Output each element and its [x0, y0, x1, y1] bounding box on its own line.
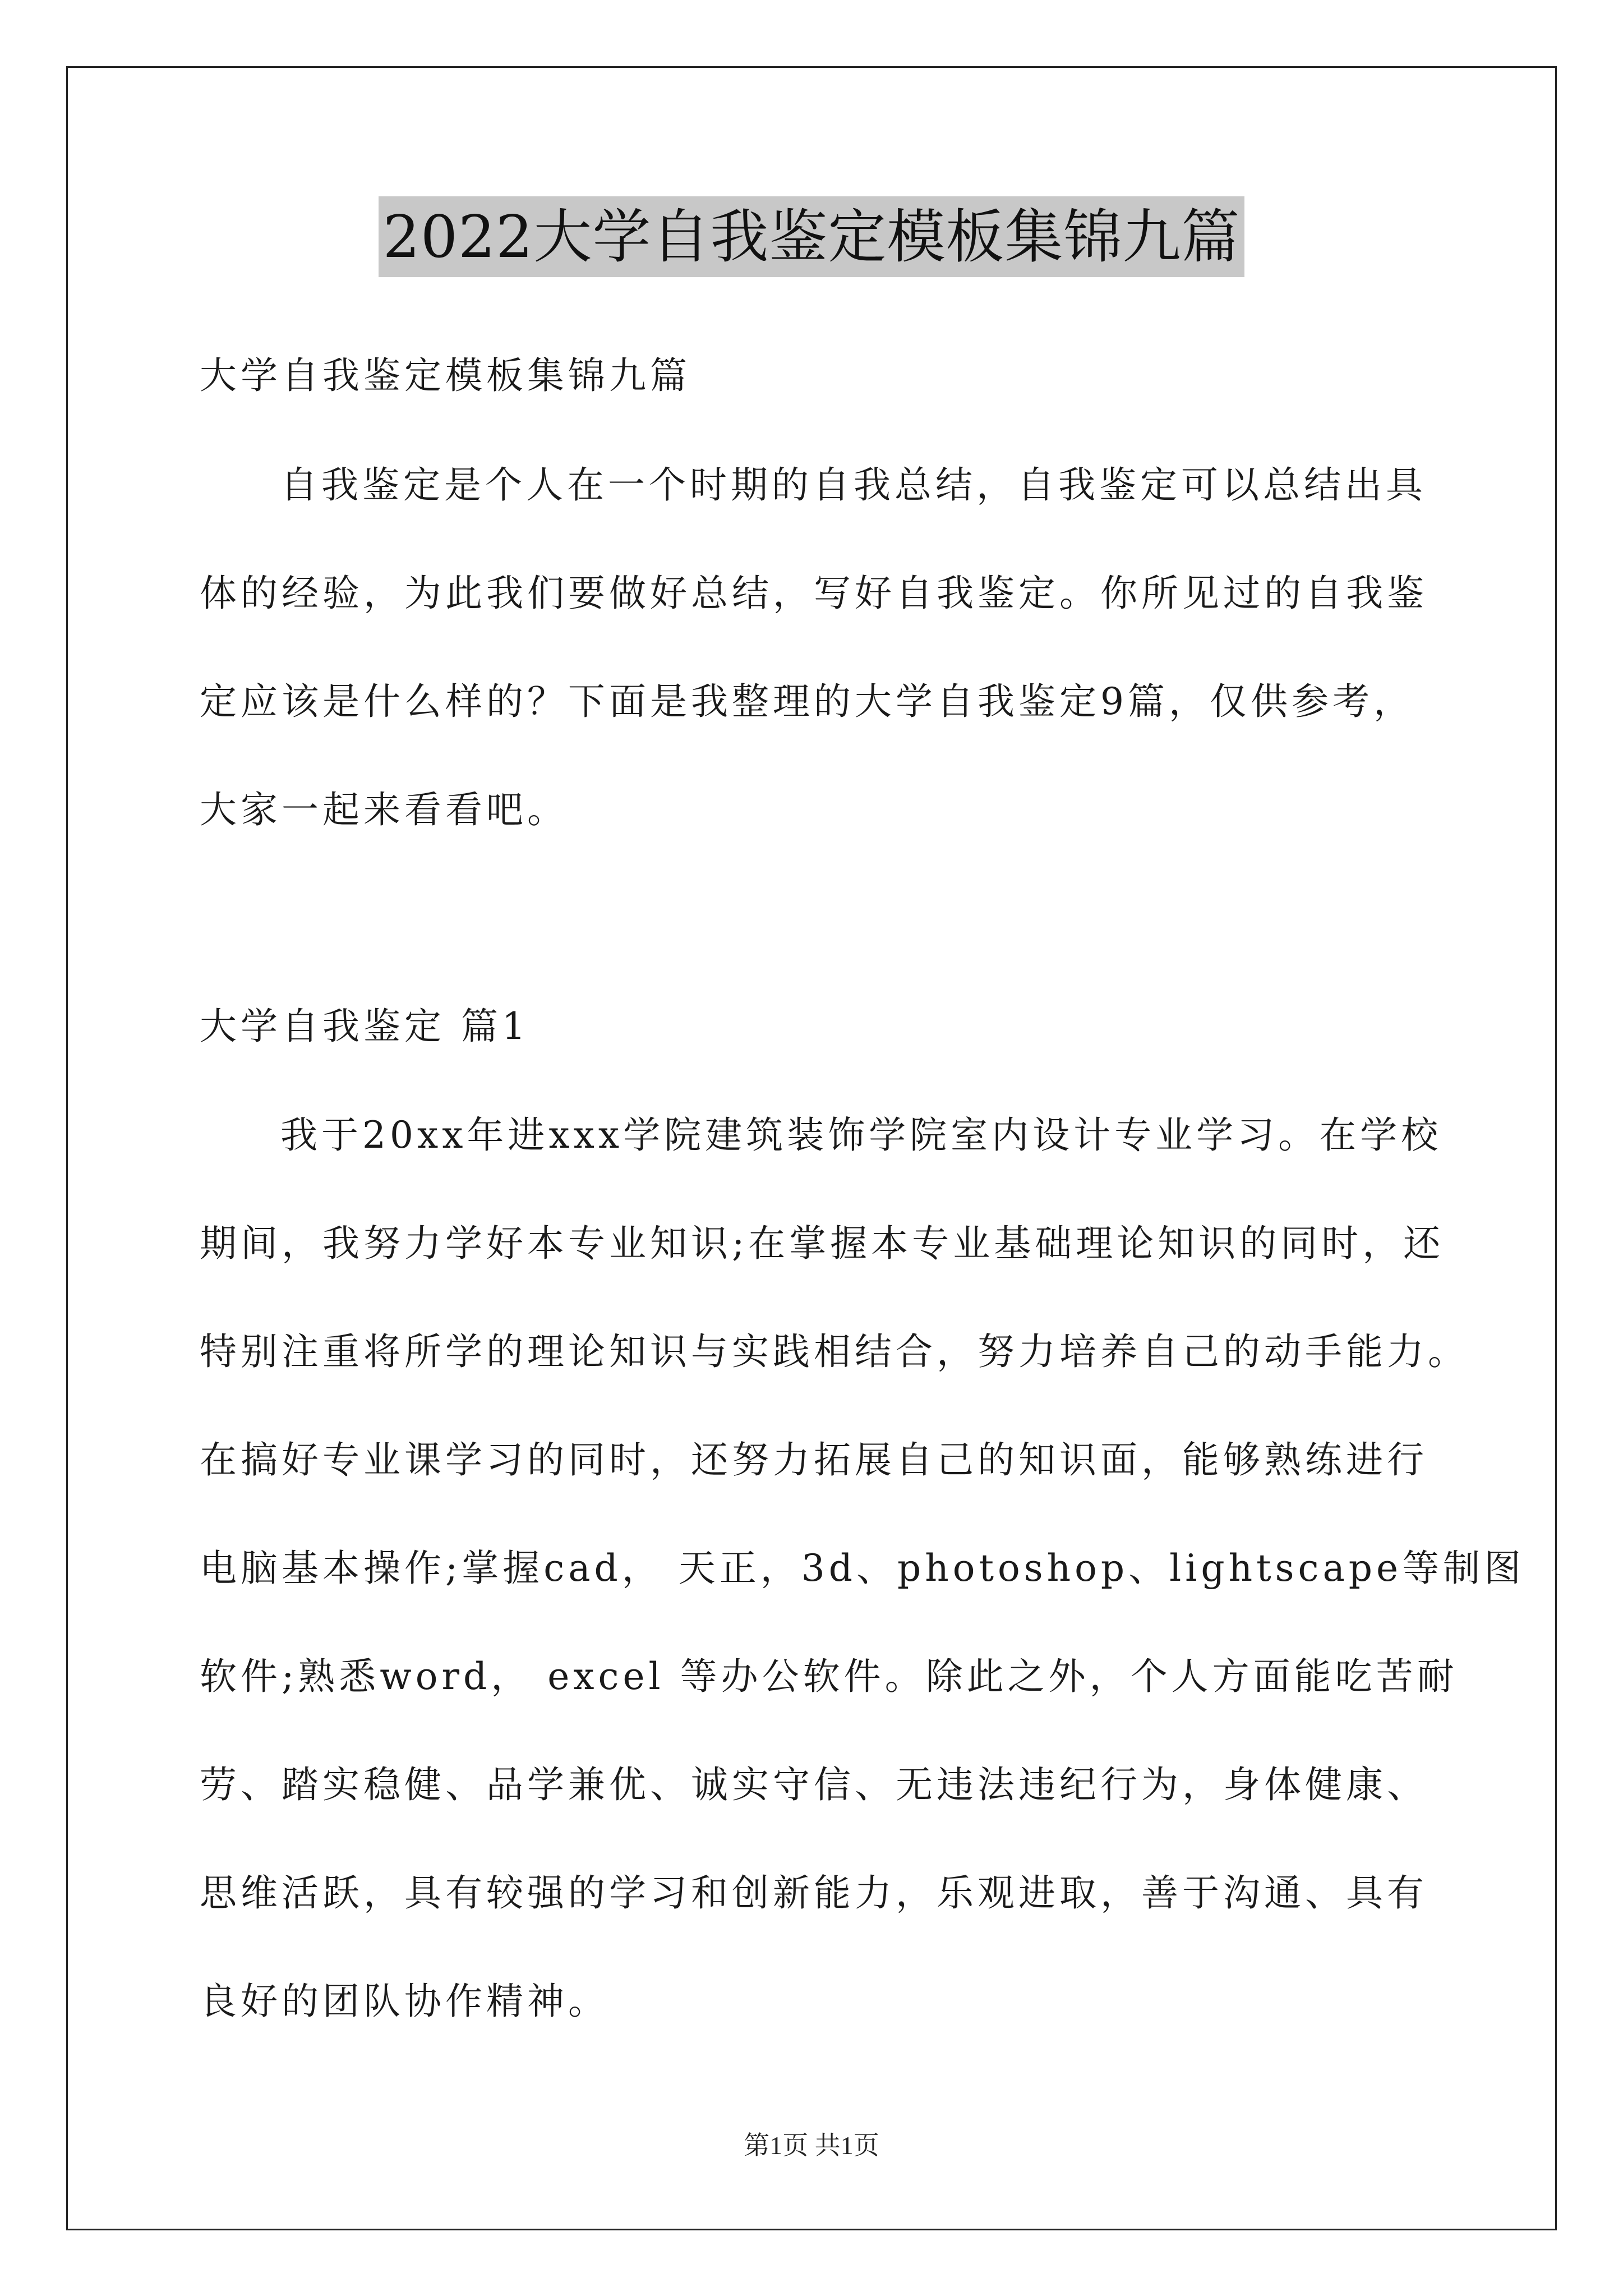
- section-heading: 大学自我鉴定 篇1: [200, 1005, 529, 1048]
- document-subtitle: 大学自我鉴定模板集锦九篇: [200, 354, 691, 397]
- section-line: 在搞好专业课学习的同时，还努力拓展自己的知识面，能够熟练进行: [200, 1438, 1428, 1481]
- intro-line: 大家一起来看看吧。: [200, 788, 568, 831]
- section-line: 劳、踏实稳健、品学兼优、诚实守信、无违法违纪行为，身体健康、: [200, 1763, 1428, 1806]
- intro-line: 体的经验，为此我们要做好总结，写好自我鉴定。你所见过的自我鉴: [200, 572, 1428, 615]
- section-line: 思维活跃，具有较强的学习和创新能力，乐观进取，善于沟通、具有: [200, 1871, 1428, 1915]
- intro-line: 定应该是什么样的？下面是我整理的大学自我鉴定9篇，仅供参考，: [200, 680, 1414, 723]
- section-line: 我于20xx年进xxx学院建筑装饰学院室内设计专业学习。在学校: [280, 1114, 1442, 1157]
- page-footer: 第1页 共1页: [744, 2131, 879, 2160]
- section-line: 特别注重将所学的理论知识与实践相结合，努力培养自己的动手能力。: [200, 1330, 1469, 1373]
- document-title: 2022大学自我鉴定模板集锦九篇: [379, 196, 1245, 277]
- title-wrap: [0, 196, 1623, 277]
- intro-line: 自我鉴定是个人在一个时期的自我总结，自我鉴定可以总结出具: [280, 463, 1427, 507]
- section-line: 期间，我努力学好本专业知识;在掌握本专业基础理论知识的同时，还: [200, 1222, 1445, 1265]
- section-line: 软件;熟悉word， excel 等办公软件。除此之外，个人方面能吃苦耐: [200, 1655, 1458, 1698]
- section-line: 电脑基本操作;掌握cad， 天正，3d、photoshop、lightscape等制图: [200, 1547, 1525, 1590]
- section-line: 良好的团队协作精神。: [200, 1980, 609, 2023]
